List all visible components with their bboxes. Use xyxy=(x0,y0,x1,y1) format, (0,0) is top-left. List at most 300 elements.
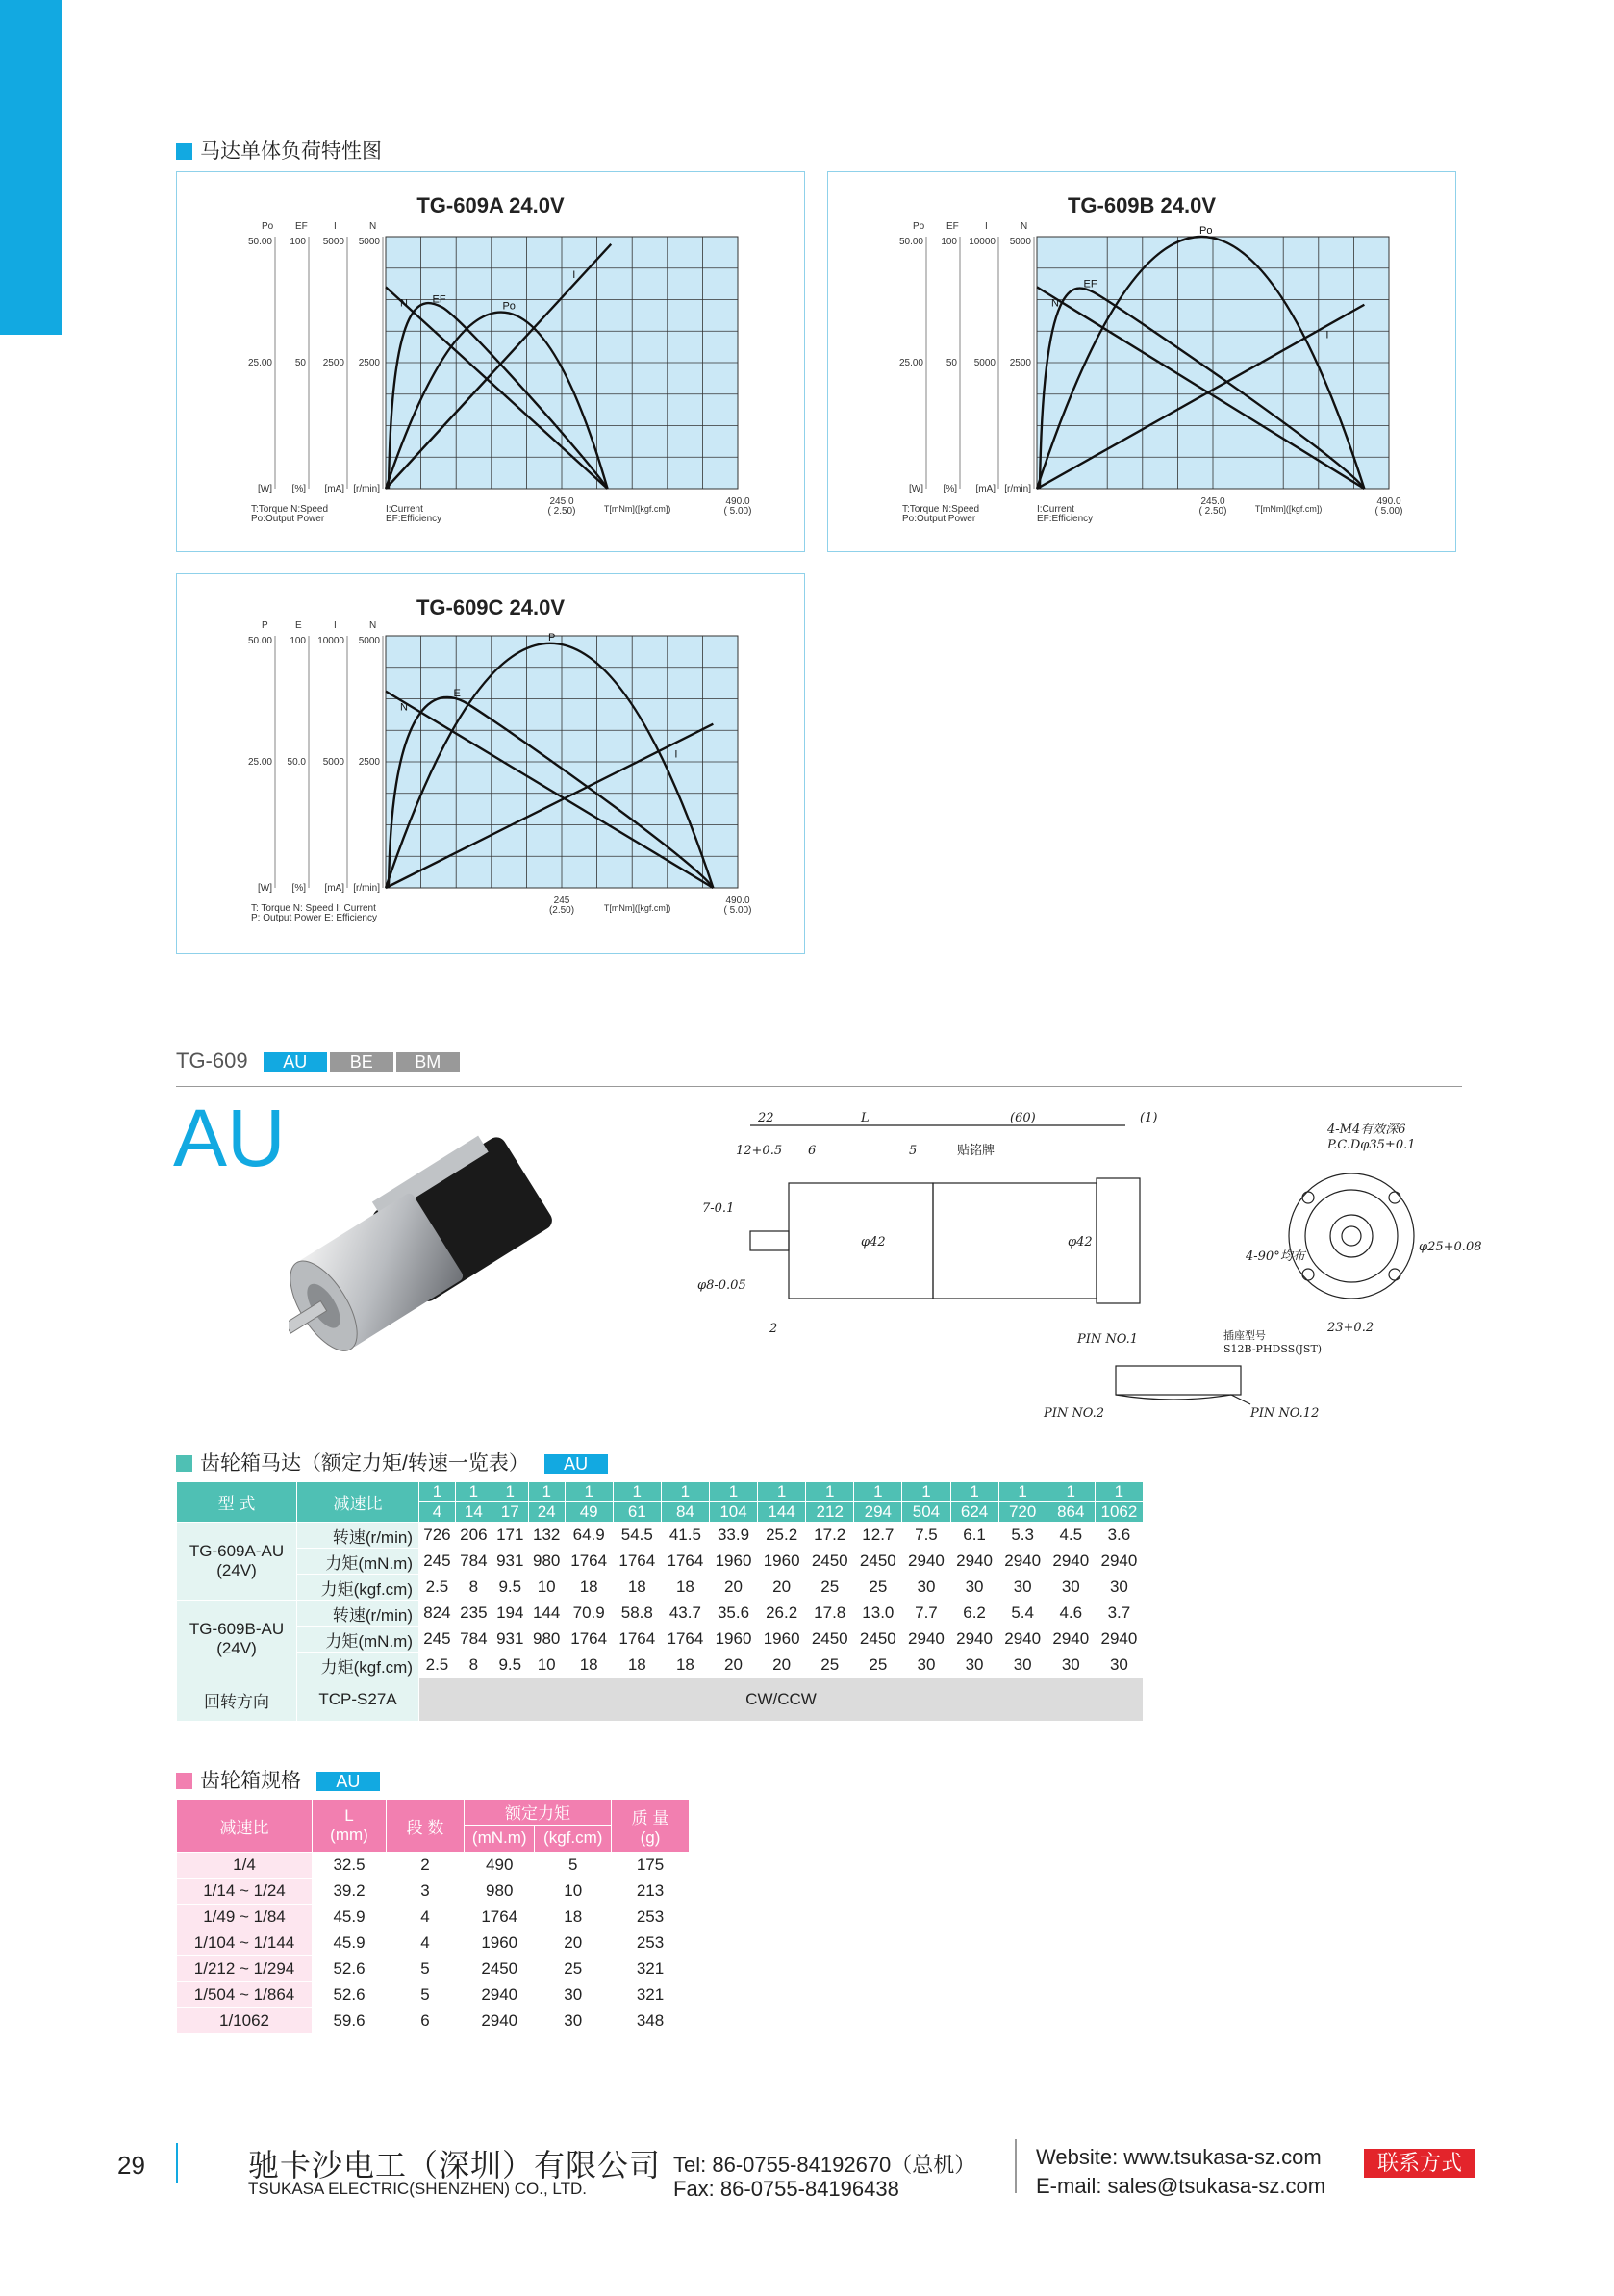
axis-mid-val: 50.0 xyxy=(287,757,306,768)
table-row xyxy=(177,1879,690,1905)
spec-cell: 52.6 xyxy=(313,1956,387,1982)
spec-cell: 253 xyxy=(612,1905,690,1930)
dim-phi8: φ8-0.05 xyxy=(697,1278,746,1293)
square-bullet-icon xyxy=(176,143,192,160)
chart-title: TG-609B 24.0V xyxy=(1067,193,1217,217)
axis-mid-val: 25.00 xyxy=(247,757,272,768)
value-cell: 2940 xyxy=(950,1627,998,1653)
page-number: 29 xyxy=(117,2151,145,2180)
header-rated-torque: 额定力矩 xyxy=(465,1800,612,1826)
x-axis-unit: T[mNm]([kgf.cm]) xyxy=(603,903,671,913)
value-cell: 9.5 xyxy=(492,1653,528,1678)
value-cell: 1764 xyxy=(661,1627,709,1653)
curve-label-n: N xyxy=(400,701,408,714)
value-cell: 8 xyxy=(455,1653,492,1678)
axis-head: EF xyxy=(295,221,308,232)
axis-head: Po xyxy=(262,221,274,232)
gearbox-spec-table xyxy=(176,1799,690,2034)
value-cell: 206 xyxy=(455,1523,492,1549)
table2-title: 齿轮箱规格 AU xyxy=(176,1765,383,1794)
x-tick-mid-2: (2.50) xyxy=(548,905,575,916)
spec-cell: 253 xyxy=(612,1930,690,1956)
value-cell: 7.5 xyxy=(902,1523,950,1549)
dim-nameplate: 贴铭牌 xyxy=(957,1144,996,1158)
legend-line-1: T: Torque N: Speed I: Current xyxy=(251,903,376,914)
spec-cell: 30 xyxy=(535,1982,612,2008)
model-voltage: (24V) xyxy=(216,1639,257,1657)
value-cell: 2.5 xyxy=(419,1653,456,1678)
axis-top-val: 50.00 xyxy=(247,237,272,247)
rotation-label: 回转方向 xyxy=(177,1678,297,1722)
spec-cell: 1/504 ~ 1/864 xyxy=(177,1982,313,2008)
value-cell: 9.5 xyxy=(492,1575,528,1601)
x-tick-end: 490.0 xyxy=(725,496,750,507)
tel: Tel: 86-0755-84192670（总机） xyxy=(673,2153,976,2177)
x-tick-end: 490.0 xyxy=(1376,496,1401,507)
spec-cell: 348 xyxy=(612,2008,690,2034)
axis-unit: [%] xyxy=(943,484,957,494)
model-voltage: (24V) xyxy=(216,1561,257,1579)
axis-head: N xyxy=(369,221,377,232)
x-tick-mid-2: ( 2.50) xyxy=(1198,506,1227,517)
ratio-numerator: 1 xyxy=(1047,1482,1095,1502)
row-label: 力矩(kgf.cm) xyxy=(297,1575,419,1601)
value-cell: 5.3 xyxy=(998,1523,1047,1549)
spec-cell: 1/4 xyxy=(177,1853,313,1879)
value-cell: 20 xyxy=(758,1653,806,1678)
spec-cell: 59.6 xyxy=(313,2008,387,2034)
dim-5: 5 xyxy=(909,1144,918,1158)
x-tick-mid: 245.0 xyxy=(549,496,574,507)
dim-pcd: P.C.Dφ35±0.1 xyxy=(1327,1138,1416,1152)
spec-cell: 1764 xyxy=(465,1905,535,1930)
dim-22: 22 xyxy=(758,1111,774,1125)
value-cell: 70.9 xyxy=(565,1601,613,1627)
value-cell: 18 xyxy=(661,1653,709,1678)
axis-mid-val: 2500 xyxy=(1009,358,1031,368)
axis-head: I xyxy=(334,620,337,631)
value-cell: 1764 xyxy=(565,1627,613,1653)
value-cell: 30 xyxy=(1047,1653,1095,1678)
company-name-cn: 驰卡沙电工（深圳）有限公司 xyxy=(248,2148,662,2182)
value-cell: 1960 xyxy=(758,1627,806,1653)
value-cell: 2450 xyxy=(806,1627,854,1653)
axis-top-val: 5000 xyxy=(322,237,344,247)
legend-line-2: Po:Output Power xyxy=(902,514,976,524)
value-cell: 726 xyxy=(419,1523,456,1549)
axis-unit: [r/min] xyxy=(353,484,380,494)
tab-au[interactable]: AU xyxy=(264,1052,327,1072)
ratio-denominator: 504 xyxy=(902,1502,950,1523)
row-label: 转速(r/min) xyxy=(297,1601,419,1627)
dim-90deg: 4-90°均布 xyxy=(1246,1249,1305,1264)
curve-label-po: P xyxy=(548,631,556,643)
spec-cell: 2 xyxy=(387,1853,465,1879)
value-cell: 2450 xyxy=(854,1627,902,1653)
spec-cell: 5 xyxy=(387,1982,465,2008)
value-cell: 3.7 xyxy=(1095,1601,1143,1627)
chart-tg609a-svg xyxy=(177,172,804,551)
value-cell: 30 xyxy=(950,1653,998,1678)
spec-cell: 1/212 ~ 1/294 xyxy=(177,1956,313,1982)
axis-mid-val: 2500 xyxy=(358,757,380,768)
value-cell: 784 xyxy=(455,1549,492,1575)
spec-cell: 1/14 ~ 1/24 xyxy=(177,1879,313,1905)
ratio-numerator: 1 xyxy=(902,1482,950,1502)
value-cell: 245 xyxy=(419,1627,456,1653)
value-cell: 980 xyxy=(528,1549,565,1575)
axis-top-val: 100 xyxy=(941,237,957,247)
legend-line-4: EF:Efficiency xyxy=(386,514,442,524)
spec-cell: 6 xyxy=(387,2008,465,2034)
value-cell: 35.6 xyxy=(709,1601,757,1627)
spec-cell: 39.2 xyxy=(313,1879,387,1905)
axis-head: Po xyxy=(913,221,925,232)
dim-phi42-b: φ42 xyxy=(1068,1235,1093,1249)
value-cell: 4.5 xyxy=(1047,1523,1095,1549)
legend-line-2: P: Output Power E: Efficiency xyxy=(251,913,377,923)
header-length-line: (mm) xyxy=(330,1826,368,1844)
ratio-denominator: 212 xyxy=(806,1502,854,1523)
value-cell: 20 xyxy=(709,1575,757,1601)
chart-tg609c-svg xyxy=(177,574,804,953)
table-row xyxy=(177,1653,1144,1678)
spec-cell: 4 xyxy=(387,1905,465,1930)
value-cell: 824 xyxy=(419,1601,456,1627)
ratio-numerator: 1 xyxy=(709,1482,757,1502)
axis-top-val: 100 xyxy=(290,237,306,247)
axis-head: N xyxy=(1021,221,1028,232)
axis-unit: [W] xyxy=(258,484,272,494)
value-cell: 25 xyxy=(854,1653,902,1678)
ratio-numerator: 1 xyxy=(419,1482,456,1502)
spec-cell: 25 xyxy=(535,1956,612,1982)
spec-cell: 1960 xyxy=(465,1930,535,1956)
pin12-label: PIN NO.12 xyxy=(1250,1406,1320,1421)
spec-cell: 18 xyxy=(535,1905,612,1930)
ratio-denominator: 24 xyxy=(528,1502,565,1523)
x-tick-mid: 245 xyxy=(553,896,570,906)
value-cell: 132 xyxy=(528,1523,565,1549)
spec-cell: 3 xyxy=(387,1879,465,1905)
value-cell: 194 xyxy=(492,1601,528,1627)
website-link[interactable]: Website: www.tsukasa-sz.com xyxy=(1036,2145,1322,2169)
value-cell: 2940 xyxy=(902,1549,950,1575)
model-name-cell xyxy=(177,1523,297,1601)
axis-head: P xyxy=(262,620,268,631)
value-cell: 30 xyxy=(902,1653,950,1678)
value-cell: 17.8 xyxy=(806,1601,854,1627)
ratio-denominator: 294 xyxy=(854,1502,902,1523)
x-axis-unit: T[mNm]([kgf.cm]) xyxy=(603,504,671,514)
header-mass-line: (g) xyxy=(640,1828,661,1847)
axis-top-val: 5000 xyxy=(1009,237,1031,247)
value-cell: 2.5 xyxy=(419,1575,456,1601)
dim-60: (60) xyxy=(1010,1111,1036,1125)
table-row xyxy=(177,1627,1144,1653)
header-ratio: 减速比 xyxy=(177,1800,313,1853)
model-name: TG-609A-AU xyxy=(189,1542,285,1560)
value-cell: 2450 xyxy=(854,1549,902,1575)
email-link[interactable]: E-mail: sales@tsukasa-sz.com xyxy=(1036,2174,1326,2198)
curve-label-po: Po xyxy=(502,300,516,313)
axis-top-val: 10000 xyxy=(317,636,344,646)
ratio-denominator: 4 xyxy=(419,1502,456,1523)
value-cell: 30 xyxy=(1095,1653,1143,1678)
ratio-numerator: 1 xyxy=(492,1482,528,1502)
ratio-numerator: 1 xyxy=(613,1482,661,1502)
model-name: TG-609 xyxy=(176,1048,248,1072)
value-cell: 18 xyxy=(565,1575,613,1601)
x-tick-mid: 245.0 xyxy=(1200,496,1225,507)
dim-m4: 4-M4有效深6 xyxy=(1327,1123,1406,1137)
value-cell: 43.7 xyxy=(661,1601,709,1627)
axis-mid-val: 25.00 xyxy=(898,358,923,368)
spec-cell: 20 xyxy=(535,1930,612,1956)
axis-mid-val: 50 xyxy=(294,358,306,368)
model-name-cell xyxy=(177,1601,297,1678)
ratio-denominator: 14 xyxy=(455,1502,492,1523)
curve-label-ef: EF xyxy=(1083,278,1097,290)
tab-bm[interactable]: BM xyxy=(396,1052,460,1072)
axis-top-val: 50.00 xyxy=(247,636,272,646)
value-cell: 30 xyxy=(998,1653,1047,1678)
value-cell: 7.7 xyxy=(902,1601,950,1627)
header-model: 型 式 xyxy=(177,1482,297,1523)
axis-mid-val: 2500 xyxy=(322,358,344,368)
ratio-numerator: 1 xyxy=(528,1482,565,1502)
value-cell: 25 xyxy=(854,1575,902,1601)
value-cell: 144 xyxy=(528,1601,565,1627)
spec-cell: 4 xyxy=(387,1930,465,1956)
ratio-denominator: 720 xyxy=(998,1502,1047,1523)
dim-23: 23+0.2 xyxy=(1327,1321,1374,1335)
header-mass xyxy=(612,1800,690,1853)
ratio-denominator: 104 xyxy=(709,1502,757,1523)
big-model-label: AU xyxy=(173,1093,286,1183)
value-cell: 931 xyxy=(492,1627,528,1653)
value-cell: 20 xyxy=(709,1653,757,1678)
contact-button[interactable]: 联系方式 xyxy=(1364,2149,1475,2178)
table-row xyxy=(177,1800,690,1826)
axis-unit: [r/min] xyxy=(353,883,380,894)
axis-head: I xyxy=(334,221,337,232)
x-tick-end: 490.0 xyxy=(725,896,750,906)
axis-head: E xyxy=(295,620,302,631)
pin2-label: PIN NO.2 xyxy=(1044,1406,1105,1421)
axis-unit: [mA] xyxy=(324,883,344,894)
value-cell: 30 xyxy=(950,1575,998,1601)
value-cell: 13.0 xyxy=(854,1601,902,1627)
spec-cell: 5 xyxy=(387,1956,465,1982)
tab-be[interactable]: BE xyxy=(330,1052,393,1072)
header-torque-mnm: (mN.m) xyxy=(465,1825,535,1852)
value-cell: 1960 xyxy=(709,1549,757,1575)
header-stages: 段 数 xyxy=(387,1800,465,1853)
header-length-line: L xyxy=(344,1806,354,1825)
x-tick-end-2: ( 5.00) xyxy=(723,506,752,517)
value-cell: 26.2 xyxy=(758,1601,806,1627)
axis-top-val: 50.00 xyxy=(898,237,923,247)
value-cell: 25 xyxy=(806,1653,854,1678)
ratio-denominator: 1062 xyxy=(1095,1502,1143,1523)
spec-cell: 1/104 ~ 1/144 xyxy=(177,1930,313,1956)
axis-mid-val: 25.00 xyxy=(247,358,272,368)
value-cell: 1764 xyxy=(613,1549,661,1575)
curve-label-n: N xyxy=(400,297,408,310)
header-torque-kgf: (kgf.cm) xyxy=(535,1825,612,1852)
axis-top-val: 5000 xyxy=(358,237,380,247)
axis-top-val: 10000 xyxy=(969,237,996,247)
side-accent-bar xyxy=(0,0,62,335)
spec-cell: 213 xyxy=(612,1879,690,1905)
ratio-denominator: 624 xyxy=(950,1502,998,1523)
table-row xyxy=(177,1575,1144,1601)
table-row xyxy=(177,1482,1144,1502)
legend-line-1: T:Torque N:Speed xyxy=(251,504,329,515)
dim-phi42-a: φ42 xyxy=(861,1235,886,1249)
ratio-numerator: 1 xyxy=(758,1482,806,1502)
spec-cell: 45.9 xyxy=(313,1905,387,1930)
value-cell: 64.9 xyxy=(565,1523,613,1549)
axis-unit: [mA] xyxy=(324,484,344,494)
value-cell: 1764 xyxy=(661,1549,709,1575)
tag-au: AU xyxy=(316,1772,380,1791)
value-cell: 6.1 xyxy=(950,1523,998,1549)
axis-unit: [%] xyxy=(291,883,306,894)
ratio-denominator: 864 xyxy=(1047,1502,1095,1523)
axis-head: EF xyxy=(946,221,959,232)
curve-label-i: I xyxy=(1325,329,1329,341)
footer-divider xyxy=(176,2143,178,2183)
value-cell: 2940 xyxy=(902,1627,950,1653)
value-cell: 18 xyxy=(661,1575,709,1601)
row-label: 力矩(mN.m) xyxy=(297,1627,419,1653)
value-cell: 10 xyxy=(528,1575,565,1601)
divider xyxy=(176,1086,1462,1087)
curve-label-ef: EF xyxy=(432,293,446,306)
value-cell: 2940 xyxy=(998,1549,1047,1575)
value-cell: 18 xyxy=(613,1575,661,1601)
table-row xyxy=(177,1853,690,1879)
ratio-denominator: 49 xyxy=(565,1502,613,1523)
value-cell: 3.6 xyxy=(1095,1523,1143,1549)
table-row xyxy=(177,1523,1144,1549)
ratio-numerator: 1 xyxy=(565,1482,613,1502)
value-cell: 245 xyxy=(419,1549,456,1575)
axis-top-val: 100 xyxy=(290,636,306,646)
model-name: TG-609B-AU xyxy=(189,1620,285,1638)
ratio-numerator: 1 xyxy=(806,1482,854,1502)
ratio-denominator: 144 xyxy=(758,1502,806,1523)
row-label: 力矩(mN.m) xyxy=(297,1549,419,1575)
value-cell: 54.5 xyxy=(613,1523,661,1549)
square-bullet-icon xyxy=(176,1773,192,1789)
value-cell: 30 xyxy=(998,1575,1047,1601)
legend-line-3: I:Current xyxy=(386,504,423,515)
tag-au: AU xyxy=(544,1454,608,1474)
legend-line-2: Po:Output Power xyxy=(251,514,325,524)
row-label: 转速(r/min) xyxy=(297,1523,419,1549)
spec-cell: 2940 xyxy=(465,2008,535,2034)
value-cell: 33.9 xyxy=(709,1523,757,1549)
value-cell: 12.7 xyxy=(854,1523,902,1549)
spec-cell: 52.6 xyxy=(313,1982,387,2008)
value-cell: 2450 xyxy=(806,1549,854,1575)
table-row xyxy=(177,1982,690,2008)
table-row xyxy=(177,1905,690,1930)
value-cell: 2940 xyxy=(950,1549,998,1575)
footer-divider-2 xyxy=(1015,2139,1017,2193)
value-cell: 30 xyxy=(1095,1575,1143,1601)
ratio-numerator: 1 xyxy=(950,1482,998,1502)
value-cell: 2940 xyxy=(1047,1627,1095,1653)
pin1-label: PIN NO.1 xyxy=(1077,1332,1139,1347)
value-cell: 2940 xyxy=(1095,1627,1143,1653)
axis-unit: [mA] xyxy=(975,484,996,494)
ratio-numerator: 1 xyxy=(998,1482,1047,1502)
ratio-numerator: 1 xyxy=(1095,1482,1143,1502)
curve-label-i: I xyxy=(674,748,678,761)
spec-cell: 490 xyxy=(465,1853,535,1879)
table-row xyxy=(177,1930,690,1956)
chart-tg609a xyxy=(176,171,805,552)
dim-2: 2 xyxy=(769,1322,778,1336)
axis-head: N xyxy=(369,620,377,631)
value-cell: 18 xyxy=(565,1653,613,1678)
x-tick-mid-2: ( 2.50) xyxy=(547,506,576,517)
spec-cell: 1/49 ~ 1/84 xyxy=(177,1905,313,1930)
spec-cell: 5 xyxy=(535,1853,612,1879)
square-bullet-icon xyxy=(176,1455,192,1472)
spec-cell: 32.5 xyxy=(313,1853,387,1879)
table1-title: 齿轮箱马达（额定力矩/转速一览表） AU xyxy=(176,1448,611,1476)
value-cell: 10 xyxy=(528,1653,565,1678)
x-tick-end-2: ( 5.00) xyxy=(1374,506,1403,517)
rotation-value: CW/CCW xyxy=(419,1678,1144,1722)
ratio-numerator: 1 xyxy=(661,1482,709,1502)
value-cell: 20 xyxy=(758,1575,806,1601)
chart-title: TG-609A 24.0V xyxy=(416,193,565,217)
curve-label-ef: E xyxy=(453,688,461,700)
axis-unit: [W] xyxy=(258,883,272,894)
table-row xyxy=(177,1956,690,1982)
x-axis-unit: T[mNm]([kgf.cm]) xyxy=(1254,504,1323,514)
legend-line-1: T:Torque N:Speed xyxy=(902,504,980,515)
curve-label-i: I xyxy=(572,268,576,281)
spec-cell: 30 xyxy=(535,2008,612,2034)
value-cell: 8 xyxy=(455,1575,492,1601)
spec-cell: 175 xyxy=(612,1853,690,1879)
chart-tg609b-svg xyxy=(828,172,1455,551)
ratio-denominator: 61 xyxy=(613,1502,661,1523)
dim-phi25: φ25+0.08 xyxy=(1419,1240,1481,1254)
model-row xyxy=(176,1048,463,1073)
value-cell: 1960 xyxy=(709,1627,757,1653)
dim-l: L xyxy=(861,1111,870,1125)
fax: Fax: 86-0755-84196438 xyxy=(673,2177,899,2201)
value-cell: 5.4 xyxy=(998,1601,1047,1627)
value-cell: 30 xyxy=(902,1575,950,1601)
value-cell: 2940 xyxy=(998,1627,1047,1653)
socket-type-label: 插座型号 xyxy=(1223,1329,1266,1342)
motor-photo xyxy=(289,1116,596,1404)
spec-cell: 321 xyxy=(612,1982,690,2008)
value-cell: 1764 xyxy=(613,1627,661,1653)
ratio-numerator: 1 xyxy=(455,1482,492,1502)
axis-mid-val: 5000 xyxy=(322,757,344,768)
spec-cell: 45.9 xyxy=(313,1930,387,1956)
